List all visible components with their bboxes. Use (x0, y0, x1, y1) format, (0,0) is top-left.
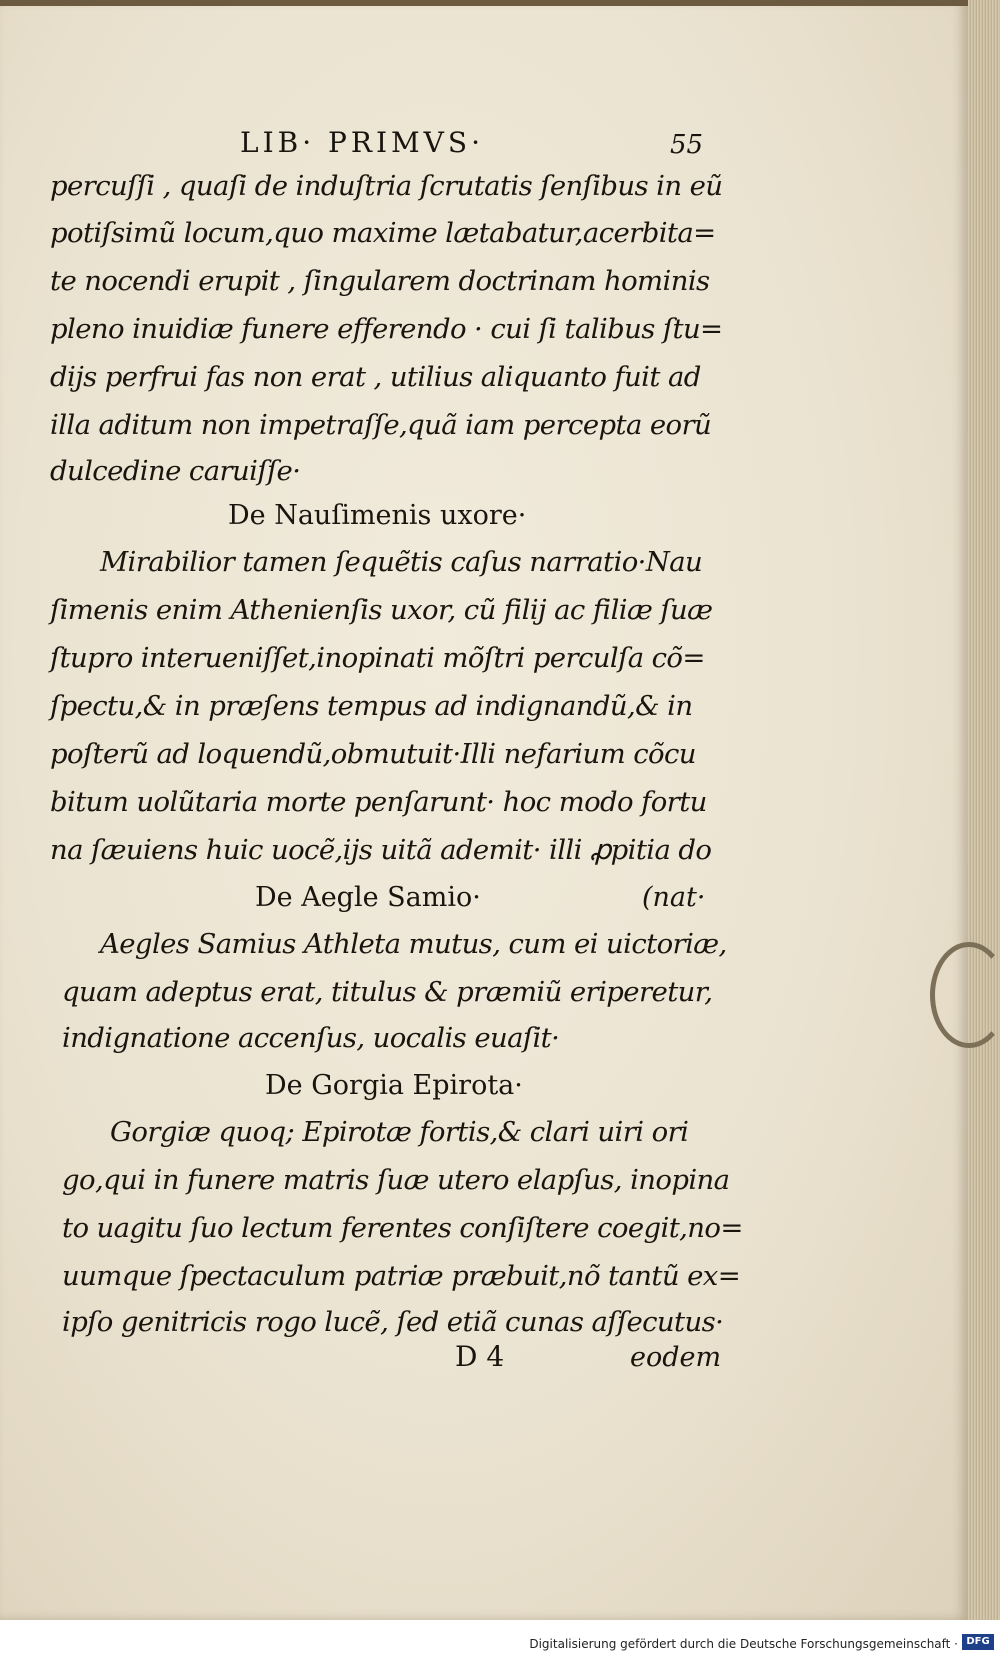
footer-credit: Digitalisierung gefördert durch die Deutsche Forschungsgemeinschaft · (529, 1637, 958, 1651)
page-top-edge (0, 0, 968, 6)
signature-mark: D 4 (455, 1340, 505, 1373)
text-line: to uagitu ſuo lectum ferentes conſiſtere coegit,no= (62, 1212, 743, 1244)
dfg-logo: DFG (962, 1634, 994, 1650)
section-heading: De Aegle Samio· (255, 882, 481, 913)
text-line: indignatione accenſus, uocalis euaſit· (62, 1022, 560, 1054)
book-clasp (930, 942, 1000, 1048)
line-turnover: (nat· (642, 882, 706, 913)
text-line: bitum uolũtaria morte penſarunt· hoc modo fortu (50, 786, 707, 818)
text-line: Mirabilior tamen ſequẽtis caſus narratio·Nau (100, 546, 703, 578)
running-head: LIB· PRIMVS· (240, 126, 484, 159)
text-line: dulcedine caruiſſe· (50, 455, 301, 487)
text-line: ipſo genitricis rogo lucẽ, ſed etiã cunas aſſecutus· (62, 1306, 724, 1338)
text-line: na ſæuiens huic uocẽ,ijs uitã ademit· illi ꝓpitia do (50, 834, 712, 866)
text-line: ſtupro interueniſſet,inopinati mõſtri perculſa cõ= (50, 642, 705, 674)
page-number: 55 (670, 130, 704, 160)
page-fore-edge (968, 0, 1000, 1620)
text-line: te nocendi erupit , ſingularem doctrinam hominis (50, 265, 710, 297)
text-line: percuſſi , quaſi de induſtria ſcrutatis ſenſibus in eũ (50, 170, 723, 202)
catchword: eodem (630, 1342, 722, 1373)
section-heading: De Nauſimenis uxore· (228, 500, 527, 531)
section-heading: De Gorgia Epirota· (265, 1070, 523, 1101)
text-line: go,qui in funere matris ſuæ utero elapſus, inopina (62, 1164, 730, 1196)
text-line: poſterũ ad loquendũ,obmutuit·Illi nefarium cõcu (50, 738, 696, 770)
text-line: Aegles Samius Athleta mutus, cum ei uictoriæ, (100, 928, 727, 960)
text-line: quam adeptus erat, titulus & præmiũ eriperetur, (62, 976, 713, 1008)
text-line: pleno inuidiæ funere efferendo · cui ſi talibus ſtu= (50, 313, 723, 345)
text-line: dijs perfrui fas non erat , utilius aliquanto fuit ad (50, 361, 701, 393)
text-line: ſpectu,& in præſens tempus ad indignandũ,& in (50, 690, 693, 722)
text-line: potiſsimũ locum,quo maxime lætabatur,acerbita= (50, 217, 716, 249)
text-line: Gorgiæ quoq; Epirotæ fortis,& clari uiri ori (110, 1116, 689, 1148)
text-line: illa aditum non impetraſſe,quã iam percepta eorũ (50, 409, 712, 441)
text-line: uumque ſpectaculum patriæ præbuit,nõ tantũ ex= (62, 1260, 741, 1292)
text-line: ſimenis enim Athenienſis uxor, cũ filij ac filiæ ſuæ (50, 594, 713, 626)
